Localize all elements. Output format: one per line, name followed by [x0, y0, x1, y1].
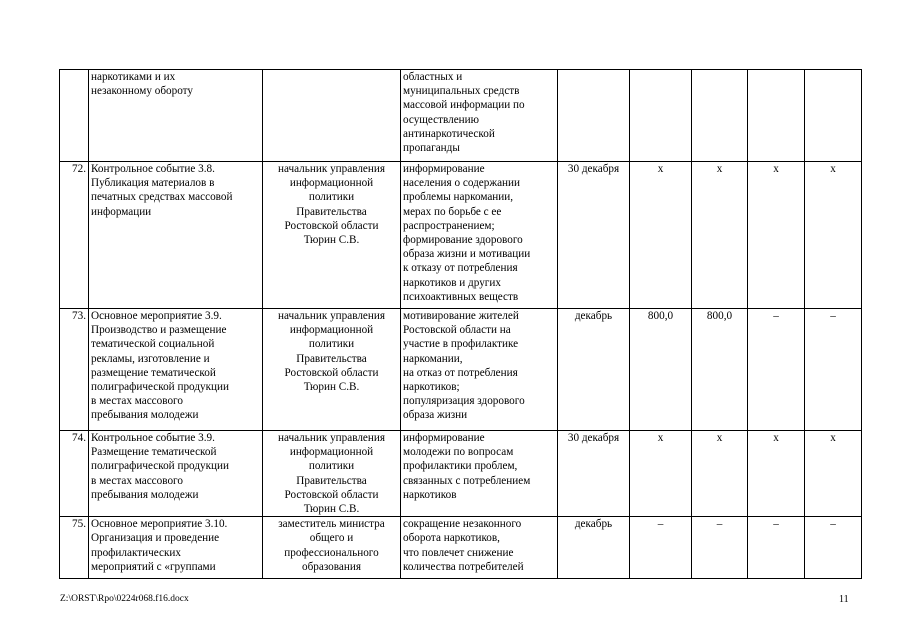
measure-name-line: наркотиками и их	[91, 71, 176, 83]
measure-name	[89, 162, 263, 309]
executor-line: Правительства	[296, 205, 367, 218]
page-number: 11	[839, 594, 849, 605]
executor-line: политики	[308, 191, 355, 204]
expected-result-line: мерах по борьбе с ее	[403, 205, 502, 218]
expected-result-line: наркотиков и других	[403, 276, 501, 289]
executor-line: политики	[308, 338, 355, 351]
expected-result-line: информирование	[403, 163, 485, 175]
measure-name-line: Основное мероприятие 3.10.	[91, 518, 228, 531]
executor-line: Тюрин С.В.	[303, 503, 360, 516]
executor-line: общего и	[309, 532, 354, 545]
expected-result-line: муниципальных средств	[403, 85, 520, 98]
measure-name-line: в местах массового	[91, 474, 183, 487]
funding-year-1: х	[692, 431, 748, 517]
measures-table	[59, 69, 862, 579]
expected-result	[401, 517, 558, 579]
executor	[263, 70, 401, 162]
deadline	[558, 70, 630, 162]
funding-year-2: –	[748, 517, 805, 579]
expected-result-line: антинаркотической	[403, 127, 495, 140]
executor-line: Правительства	[296, 474, 367, 487]
row-number: 74.	[60, 431, 89, 517]
expected-result-line: что повлечет снижение	[403, 546, 514, 559]
measure-name-line: мероприятий с «группами	[91, 560, 216, 573]
expected-result-line: осуществлению	[403, 113, 480, 126]
table-row	[60, 162, 862, 309]
deadline: 30 декабря	[558, 162, 630, 309]
expected-result-line: популяризация здорового	[403, 395, 525, 408]
expected-result-line: Ростовской области на	[403, 324, 511, 337]
funding-year-3: х	[805, 431, 862, 517]
measure-name-line: Контрольное событие 3.8.	[91, 163, 215, 175]
measure-name-line: тематической социальной	[91, 338, 215, 351]
table-row	[60, 517, 862, 579]
funding-total: х	[630, 162, 692, 309]
measure-name-line: профилактических	[91, 546, 181, 559]
expected-result-line: формирование здорового	[403, 234, 523, 247]
funding-year-3: –	[805, 517, 862, 579]
table-row	[60, 431, 862, 517]
measure-name-line: в местах массового	[91, 395, 183, 408]
executor-line: информационной	[289, 324, 374, 337]
executor-line: начальник управления	[277, 310, 386, 322]
funding-total: 800,0	[630, 309, 692, 431]
expected-result-line: проблемы наркомании,	[403, 191, 514, 204]
executor-line: Тюрин С.В.	[303, 381, 360, 394]
measure-name	[89, 431, 263, 517]
measure-name-line: полиграфической продукции	[91, 460, 230, 473]
executor-line: профессионального	[284, 546, 379, 559]
table-body	[60, 70, 862, 579]
expected-result-line: участие в профилактике	[403, 338, 519, 351]
executor-line: политики	[308, 460, 355, 473]
measure-name-line: размещение тематической	[91, 366, 216, 379]
row-number: 75.	[60, 517, 89, 579]
deadline: декабрь	[558, 517, 630, 579]
expected-result-line: профилактики проблем,	[403, 460, 518, 473]
executor	[263, 309, 401, 431]
row-number: 72.	[60, 162, 89, 309]
expected-result-line: пропаганды	[403, 142, 460, 155]
executor-line: Правительства	[296, 352, 367, 365]
expected-result-line: молодежи по вопросам	[403, 446, 514, 459]
expected-result-line: информирование	[403, 432, 485, 444]
executor-line: информационной	[289, 446, 374, 459]
funding-year-3	[805, 70, 862, 162]
expected-result-line: сокращение незаконного	[403, 518, 522, 531]
row-number: 73.	[60, 309, 89, 431]
measure-name-line: Контрольное событие 3.9.	[91, 432, 215, 444]
executor	[263, 162, 401, 309]
expected-result	[401, 309, 558, 431]
funding-year-3: –	[805, 309, 862, 431]
expected-result-line: психоактивных веществ	[403, 290, 519, 303]
measure-name-line: пребывания молодежи	[91, 409, 199, 422]
measure-name-line: печатных средствах массовой	[91, 191, 233, 204]
executor-line: заместитель министра	[278, 518, 385, 531]
expected-result-line: населения о содержании	[403, 177, 521, 190]
expected-result-line: к отказу от потребления	[403, 262, 518, 275]
deadline: 30 декабря	[558, 431, 630, 517]
expected-result	[401, 162, 558, 309]
measure-name-line: пребывания молодежи	[91, 488, 199, 501]
measure-name-line: информации	[91, 205, 152, 218]
measure-name	[89, 70, 263, 162]
executor-line: Ростовской области	[284, 366, 379, 379]
executor-line: Тюрин С.В.	[303, 234, 360, 247]
expected-result-line: связанных с потреблением	[403, 474, 531, 487]
table-row	[60, 309, 862, 431]
measure-name-line: Основное мероприятие 3.9.	[91, 310, 222, 322]
funding-year-2: х	[748, 162, 805, 309]
funding-total: –	[630, 517, 692, 579]
funding-total	[630, 70, 692, 162]
executor-line: Ростовской области	[284, 488, 379, 501]
deadline: декабрь	[558, 309, 630, 431]
measure-name-line: Производство и размещение	[91, 324, 227, 337]
executor-line: образования	[301, 560, 361, 573]
expected-result-line: наркотиков;	[403, 381, 460, 394]
measure-name-line: Размещение тематической	[91, 446, 217, 459]
expected-result-line: областных и	[403, 71, 463, 83]
table-row	[60, 70, 862, 162]
expected-result-line: наркотиков	[403, 488, 457, 501]
funding-year-2: х	[748, 431, 805, 517]
expected-result-line: массовой информации по	[403, 99, 525, 112]
executor	[263, 517, 401, 579]
expected-result-line: наркомании,	[403, 352, 463, 365]
expected-result-line: мотивирование жителей	[403, 310, 519, 322]
measure-name-line: полиграфической продукции	[91, 381, 230, 394]
funding-year-1: х	[692, 162, 748, 309]
funding-year-2	[748, 70, 805, 162]
executor-line: начальник управления	[277, 163, 386, 175]
expected-result-line: количества потребителей	[403, 560, 524, 573]
measure-name-line: рекламы, изготовление и	[91, 352, 210, 365]
executor-line: информационной	[289, 177, 374, 190]
funding-year-2: –	[748, 309, 805, 431]
measure-name-line: Организация и проведение	[91, 532, 220, 545]
funding-year-1: –	[692, 517, 748, 579]
file-path: Z:\ORST\Rpo\0224r068.f16.docx	[60, 594, 189, 604]
executor-line: начальник управления	[277, 432, 386, 444]
expected-result	[401, 431, 558, 517]
executor	[263, 431, 401, 517]
measure-name-line: незаконному обороту	[91, 85, 194, 98]
expected-result	[401, 70, 558, 162]
funding-year-3: х	[805, 162, 862, 309]
expected-result-line: образа жизни	[403, 409, 468, 422]
expected-result-line: распространением;	[403, 219, 495, 232]
executor-line: Ростовской области	[284, 219, 379, 232]
funding-year-1: 800,0	[692, 309, 748, 431]
measure-name	[89, 309, 263, 431]
expected-result-line: образа жизни и мотивации	[403, 248, 531, 261]
row-number	[60, 70, 89, 162]
funding-year-1	[692, 70, 748, 162]
measure-name	[89, 517, 263, 579]
expected-result-line: оборота наркотиков,	[403, 532, 500, 545]
expected-result-line: на отказ от потребления	[403, 366, 518, 379]
measure-name-line: Публикация материалов в	[91, 177, 215, 190]
funding-total: х	[630, 431, 692, 517]
